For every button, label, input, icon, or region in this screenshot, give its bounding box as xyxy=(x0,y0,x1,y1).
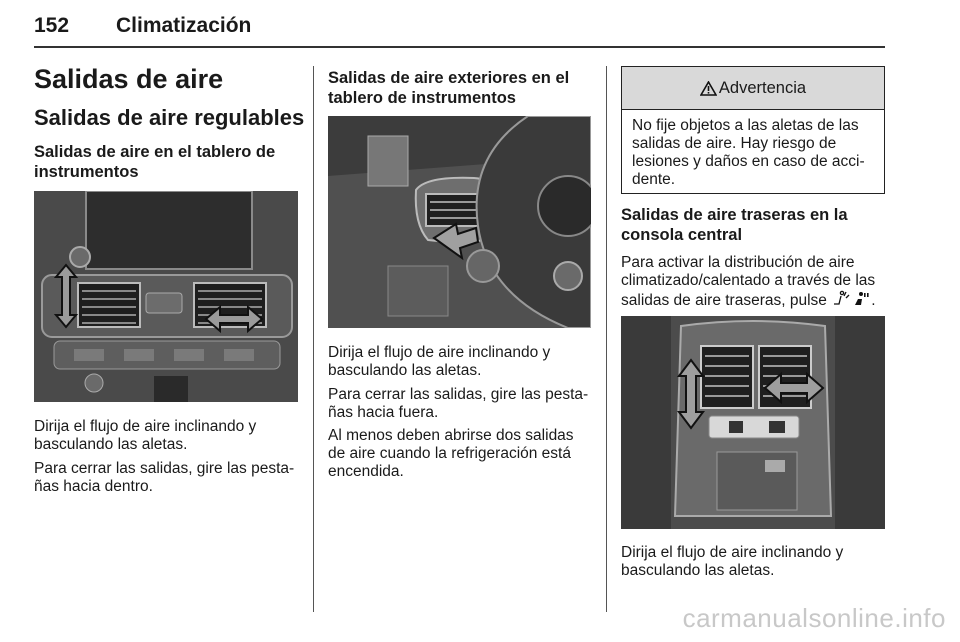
text-line: lesiones y daños en caso de acci- xyxy=(632,153,865,170)
paragraph xyxy=(328,427,574,481)
heading-line: consola central xyxy=(621,226,743,244)
paragraph xyxy=(621,544,843,580)
heading-line: Salidas de aire en el tablero de xyxy=(34,143,276,161)
warning-title: Advertencia xyxy=(718,78,807,97)
text-line: Dirija el flujo de aire inclinando y xyxy=(328,344,551,361)
section-heading-rear-vents xyxy=(621,205,848,245)
text-line: encendida. xyxy=(328,463,404,480)
outer-vent-figure xyxy=(328,116,591,328)
section-heading-outer-vents xyxy=(328,68,569,108)
text-line: basculando las aletas. xyxy=(34,436,188,453)
column-divider-1 xyxy=(313,66,314,612)
text-line: Al menos deben abrirse dos salidas xyxy=(328,427,574,444)
watermark: carmanualsonline.info xyxy=(682,603,946,633)
text-line: climatizado/calentado a través de las xyxy=(621,272,876,289)
rear-seat-air-distribution-icon xyxy=(831,290,871,308)
warning-header xyxy=(622,67,884,110)
text-line: de aire cuando la refrigeración está xyxy=(328,445,571,462)
sub-heading: Salidas de aire regulables xyxy=(34,105,305,130)
text-line: Dirija el flujo de aire inclinando y xyxy=(621,544,844,561)
heading-line: Salidas de aire exteriores en el xyxy=(328,69,570,87)
text-line: Dirija el flujo de aire inclinando y xyxy=(34,418,257,435)
warning-triangle-icon xyxy=(700,81,717,96)
warning-box xyxy=(621,66,885,194)
warning-text xyxy=(622,110,884,196)
heading-line: tablero de instrumentos xyxy=(328,89,516,107)
paragraph xyxy=(34,460,294,496)
paragraph xyxy=(34,418,256,454)
paragraph xyxy=(328,386,588,422)
text-line: basculando las aletas. xyxy=(621,562,775,579)
column-divider-2 xyxy=(606,66,607,612)
text-line: ñas hacia fuera. xyxy=(328,404,439,421)
text-line: basculando las aletas. xyxy=(328,362,482,379)
dashboard-vents-figure xyxy=(34,191,298,402)
heading-line: instrumentos xyxy=(34,163,139,181)
paragraph xyxy=(621,254,876,310)
text-line: No fije objetos a las aletas de las xyxy=(632,117,859,134)
main-heading: Salidas de aire xyxy=(34,64,224,94)
page-number: 152 xyxy=(34,14,70,37)
text-line xyxy=(621,290,876,310)
header-rule xyxy=(34,46,885,48)
paragraph xyxy=(328,344,550,380)
text-line: Para cerrar las salidas, gire las pesta- xyxy=(328,386,589,403)
text-line: dente. xyxy=(632,171,676,188)
section-title: Climatización xyxy=(116,14,252,37)
text-period: . xyxy=(871,292,876,309)
text-fragment: salidas de aire traseras, pulse xyxy=(621,292,827,309)
text-line: salidas de aire. Hay riesgo de xyxy=(632,135,837,152)
section-heading-dashboard xyxy=(34,142,275,182)
text-line: Para cerrar las salidas, gire las pesta- xyxy=(34,460,295,477)
rear-vents-figure xyxy=(621,316,885,529)
text-line: Para activar la distribución de aire xyxy=(621,254,855,271)
text-line: ñas hacia dentro. xyxy=(34,478,153,495)
heading-line: Salidas de aire traseras en la xyxy=(621,206,848,224)
